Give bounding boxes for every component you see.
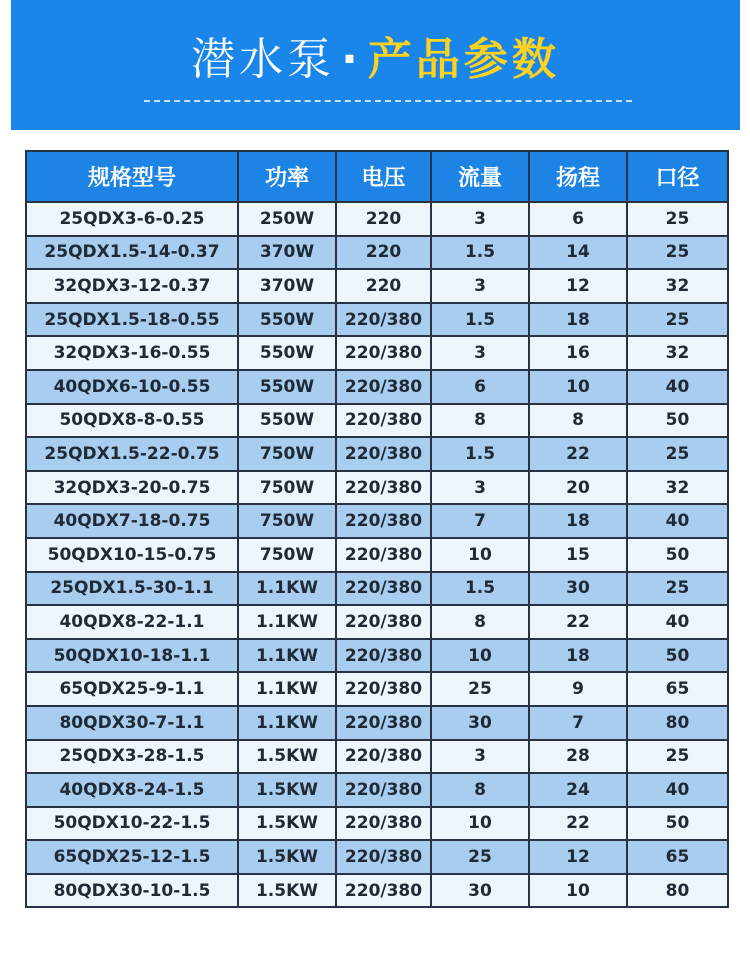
table-row [26, 202, 728, 236]
cell-head: 18 [529, 504, 627, 538]
cell-head: 16 [529, 336, 627, 370]
cell-voltage: 220/380 [336, 807, 431, 841]
cell-head: 15 [529, 538, 627, 572]
cell-power: 1.5KW [238, 840, 336, 874]
cell-voltage: 220 [336, 202, 431, 236]
cell-head: 12 [529, 269, 627, 303]
cell-voltage: 220/380 [336, 773, 431, 807]
header-power: 功率 [238, 151, 336, 202]
cell-model: 25QDX1.5-22-0.75 [26, 437, 238, 471]
cell-diameter: 40 [627, 605, 728, 639]
cell-voltage: 220/380 [336, 504, 431, 538]
cell-power: 1.1KW [238, 672, 336, 706]
cell-voltage: 220/380 [336, 605, 431, 639]
cell-head: 6 [529, 202, 627, 236]
cell-head: 22 [529, 605, 627, 639]
cell-diameter: 65 [627, 672, 728, 706]
header-head: 扬程 [529, 151, 627, 202]
table-row [26, 404, 728, 438]
cell-model: 40QDX6-10-0.55 [26, 370, 238, 404]
cell-model: 80QDX30-7-1.1 [26, 706, 238, 740]
cell-flow: 30 [431, 706, 529, 740]
cell-model: 50QDX10-22-1.5 [26, 807, 238, 841]
cell-power: 1.1KW [238, 572, 336, 606]
cell-head: 22 [529, 807, 627, 841]
table-row [26, 773, 728, 807]
cell-voltage: 220/380 [336, 672, 431, 706]
cell-diameter: 40 [627, 370, 728, 404]
cell-head: 24 [529, 773, 627, 807]
cell-flow: 1.5 [431, 303, 529, 337]
table-row [26, 303, 728, 337]
cell-power: 750W [238, 504, 336, 538]
cell-power: 1.5KW [238, 874, 336, 908]
cell-head: 28 [529, 740, 627, 774]
cell-power: 750W [238, 538, 336, 572]
cell-power: 550W [238, 336, 336, 370]
cell-model: 80QDX30-10-1.5 [26, 874, 238, 908]
cell-model: 25QDX1.5-30-1.1 [26, 572, 238, 606]
cell-model: 32QDX3-12-0.37 [26, 269, 238, 303]
cell-model: 25QDX1.5-18-0.55 [26, 303, 238, 337]
cell-model: 32QDX3-16-0.55 [26, 336, 238, 370]
table-row [26, 706, 728, 740]
cell-model: 50QDX8-8-0.55 [26, 404, 238, 438]
cell-head: 10 [529, 874, 627, 908]
cell-flow: 3 [431, 336, 529, 370]
cell-flow: 8 [431, 773, 529, 807]
table-row [26, 471, 728, 505]
cell-flow: 3 [431, 471, 529, 505]
cell-model: 25QDX1.5-14-0.37 [26, 236, 238, 270]
cell-voltage: 220/380 [336, 370, 431, 404]
page-title [11, 30, 740, 90]
cell-flow: 30 [431, 874, 529, 908]
cell-model: 50QDX10-15-0.75 [26, 538, 238, 572]
header-flow: 流量 [431, 151, 529, 202]
cell-diameter: 25 [627, 740, 728, 774]
cell-head: 12 [529, 840, 627, 874]
cell-power: 750W [238, 437, 336, 471]
cell-flow: 1.5 [431, 236, 529, 270]
cell-flow: 1.5 [431, 572, 529, 606]
cell-voltage: 220/380 [336, 740, 431, 774]
cell-diameter: 25 [627, 303, 728, 337]
cell-head: 30 [529, 572, 627, 606]
cell-voltage: 220/380 [336, 437, 431, 471]
table-row [26, 840, 728, 874]
cell-diameter: 65 [627, 840, 728, 874]
title-main: 潜水泵 [191, 34, 336, 85]
table-row [26, 572, 728, 606]
table-row [26, 874, 728, 908]
table-row [26, 672, 728, 706]
cell-diameter: 32 [627, 471, 728, 505]
table-row [26, 370, 728, 404]
header-model: 规格型号 [26, 151, 238, 202]
table-row [26, 538, 728, 572]
cell-diameter: 80 [627, 706, 728, 740]
spec-table [25, 150, 729, 908]
cell-model: 50QDX10-18-1.1 [26, 639, 238, 673]
cell-head: 18 [529, 303, 627, 337]
cell-model: 65QDX25-12-1.5 [26, 840, 238, 874]
cell-diameter: 40 [627, 504, 728, 538]
cell-model: 25QDX3-28-1.5 [26, 740, 238, 774]
table-row [26, 269, 728, 303]
cell-voltage: 220/380 [336, 706, 431, 740]
cell-head: 14 [529, 236, 627, 270]
cell-head: 8 [529, 404, 627, 438]
cell-flow: 10 [431, 639, 529, 673]
cell-flow: 7 [431, 504, 529, 538]
cell-flow: 8 [431, 404, 529, 438]
cell-voltage: 220/380 [336, 840, 431, 874]
cell-voltage: 220/380 [336, 538, 431, 572]
table-body [26, 202, 728, 907]
header-diameter: 口径 [627, 151, 728, 202]
cell-flow: 3 [431, 202, 529, 236]
cell-voltage: 220 [336, 269, 431, 303]
cell-model: 65QDX25-9-1.1 [26, 672, 238, 706]
cell-head: 18 [529, 639, 627, 673]
cell-voltage: 220/380 [336, 572, 431, 606]
table-row [26, 807, 728, 841]
cell-diameter: 25 [627, 572, 728, 606]
title-banner [11, 0, 740, 130]
title-separator-dot: · [341, 34, 362, 85]
table-row [26, 236, 728, 270]
cell-head: 20 [529, 471, 627, 505]
cell-voltage: 220/380 [336, 874, 431, 908]
cell-voltage: 220/380 [336, 404, 431, 438]
cell-voltage: 220/380 [336, 471, 431, 505]
cell-head: 7 [529, 706, 627, 740]
cell-model: 25QDX3-6-0.25 [26, 202, 238, 236]
cell-flow: 10 [431, 807, 529, 841]
title-underline-divider [144, 100, 632, 102]
cell-flow: 3 [431, 269, 529, 303]
table-row [26, 740, 728, 774]
cell-diameter: 32 [627, 336, 728, 370]
cell-power: 750W [238, 471, 336, 505]
cell-voltage: 220/380 [336, 336, 431, 370]
cell-flow: 6 [431, 370, 529, 404]
table-row [26, 504, 728, 538]
cell-diameter: 50 [627, 538, 728, 572]
cell-flow: 1.5 [431, 437, 529, 471]
cell-diameter: 25 [627, 236, 728, 270]
cell-flow: 8 [431, 605, 529, 639]
table-row [26, 605, 728, 639]
cell-power: 550W [238, 404, 336, 438]
header-voltage: 电压 [336, 151, 431, 202]
cell-diameter: 50 [627, 639, 728, 673]
cell-head: 9 [529, 672, 627, 706]
cell-flow: 3 [431, 740, 529, 774]
cell-voltage: 220/380 [336, 639, 431, 673]
cell-power: 1.5KW [238, 740, 336, 774]
header-row [26, 151, 728, 202]
table-row [26, 336, 728, 370]
table-row [26, 437, 728, 471]
cell-diameter: 80 [627, 874, 728, 908]
cell-flow: 25 [431, 672, 529, 706]
cell-flow: 10 [431, 538, 529, 572]
cell-model: 40QDX8-22-1.1 [26, 605, 238, 639]
cell-power: 550W [238, 303, 336, 337]
cell-power: 250W [238, 202, 336, 236]
cell-diameter: 50 [627, 404, 728, 438]
cell-power: 370W [238, 269, 336, 303]
cell-voltage: 220 [336, 236, 431, 270]
cell-head: 22 [529, 437, 627, 471]
cell-head: 10 [529, 370, 627, 404]
table-row [26, 639, 728, 673]
cell-power: 1.1KW [238, 706, 336, 740]
cell-diameter: 32 [627, 269, 728, 303]
cell-model: 40QDX7-18-0.75 [26, 504, 238, 538]
table-header [26, 151, 728, 202]
cell-power: 1.5KW [238, 807, 336, 841]
cell-model: 40QDX8-24-1.5 [26, 773, 238, 807]
cell-diameter: 50 [627, 807, 728, 841]
cell-power: 370W [238, 236, 336, 270]
cell-voltage: 220/380 [336, 303, 431, 337]
cell-model: 32QDX3-20-0.75 [26, 471, 238, 505]
cell-diameter: 25 [627, 202, 728, 236]
cell-flow: 25 [431, 840, 529, 874]
cell-power: 550W [238, 370, 336, 404]
cell-diameter: 25 [627, 437, 728, 471]
cell-power: 1.5KW [238, 773, 336, 807]
title-accent: 产品参数 [367, 34, 560, 85]
cell-power: 1.1KW [238, 605, 336, 639]
cell-power: 1.1KW [238, 639, 336, 673]
cell-diameter: 40 [627, 773, 728, 807]
